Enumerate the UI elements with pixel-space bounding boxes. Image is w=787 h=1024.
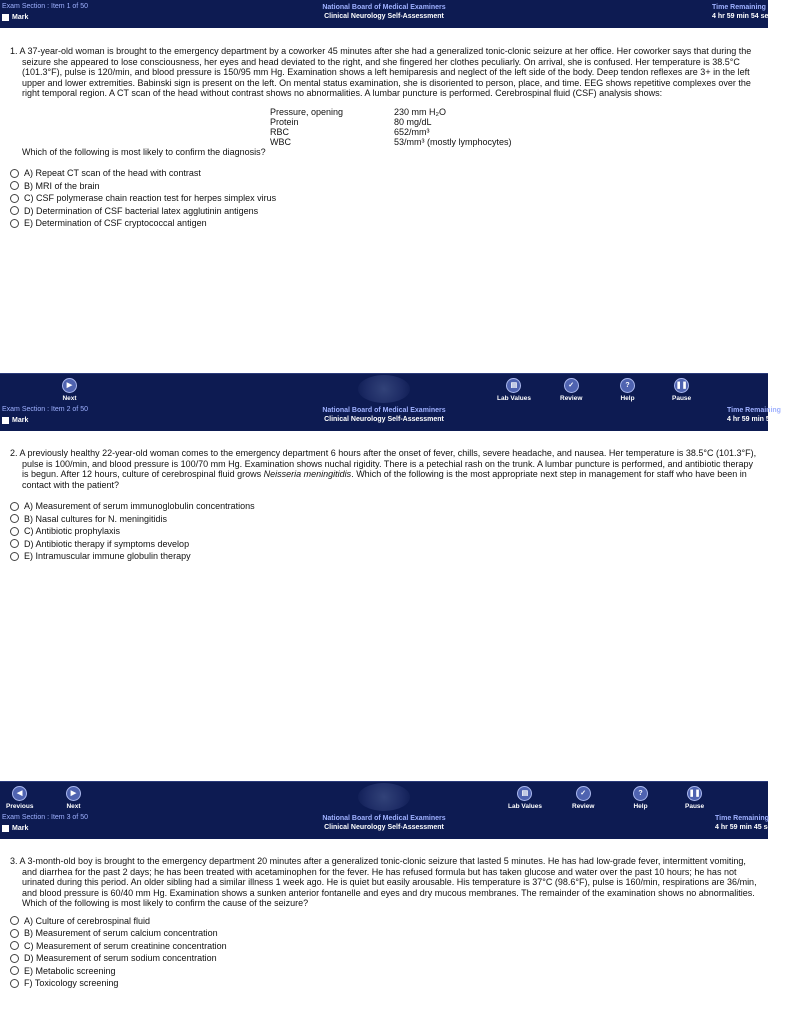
exam-name: Clinical Neurology Self-Assessment — [324, 416, 444, 423]
csf-table — [270, 107, 762, 147]
option-label: B) MRI of the brain — [24, 180, 100, 191]
navigation-bar — [0, 373, 768, 404]
question-2 — [10, 448, 762, 563]
option-label: A) Measurement of serum immunoglobulin concentrations — [24, 501, 255, 511]
option-label: B) Nasal cultures for N. meningitidis — [24, 513, 168, 524]
answer-option[interactable] — [10, 217, 762, 230]
stem-text-end: . Which of the following is the most appropriate next step in management for staff who have been in contact with the patient? — [22, 469, 747, 490]
answer-option[interactable] — [10, 915, 762, 928]
answer-option[interactable] — [10, 500, 762, 513]
radio-icon[interactable] — [10, 206, 19, 215]
org-name: National Board of Medical Examiners — [322, 407, 446, 414]
lab-values-button[interactable]: ▤ Lab Values — [497, 378, 531, 402]
navigation-bar — [0, 781, 768, 812]
time-remaining — [727, 406, 787, 424]
csf-row — [270, 127, 512, 137]
review-button[interactable]: ✓ Review — [572, 786, 594, 810]
org-name: National Board of Medical Examiners — [322, 4, 446, 11]
mark-label: Mark — [12, 825, 29, 832]
stem-text: A 3-month-old boy is brought to the emergency department 20 minutes after a generalized tonic-clonic seizure that lasted 5 minutes. He has had low-grade fever, intermittent vomiting, and diarrhea for the past 2 days; he has been treated with acetaminophen for the fever. He has refused formula but has taken glucose and water over the past 10 hours; he has not urinated during this period. An older sibling had a similar illness 1 week ago. He is quiet but easily arousable. His temperature is 37°C (98.6°F), pulse is 160/min, respirations are 36/min, and blood pressure is 60/40 mm Hg. Examination shows a sunken anterior fontanelle and eyes and dry mucous membranes. The remainder of the examination shows no abnormalities. Which of the following is most likely to confirm the cause of the seizure? — [19, 856, 757, 908]
stem-italic: Neisseria meningitidis — [263, 469, 352, 479]
help-icon: ? — [620, 378, 635, 393]
play-icon: ▶ — [66, 786, 81, 801]
question-number: 2. — [10, 448, 18, 458]
radio-icon[interactable] — [10, 954, 19, 963]
question-prompt: Which of the following is most likely to confirm the diagnosis? — [22, 146, 266, 157]
answer-option[interactable] — [10, 180, 762, 193]
csf-value: 652/mm³ — [394, 126, 430, 137]
help-button[interactable]: ? Help — [633, 786, 648, 810]
answer-option[interactable] — [10, 167, 762, 180]
answer-options — [10, 500, 762, 563]
section-label: Exam Section : Item 2 of 50 — [2, 406, 88, 413]
question-1 — [10, 46, 762, 230]
question-3 — [10, 856, 762, 990]
option-label: E) Determination of CSF cryptococcal antigen — [24, 218, 207, 228]
answer-option[interactable] — [10, 952, 762, 965]
csf-row — [270, 137, 512, 147]
answer-option[interactable] — [10, 965, 762, 978]
exam-title — [0, 3, 773, 21]
next-button[interactable]: ▶ Next — [62, 378, 77, 402]
time-value: 4 hr 59 min 52 sec — [727, 416, 787, 423]
exam-name: Clinical Neurology Self-Assessment — [324, 13, 444, 20]
mark-label: Mark — [12, 14, 29, 21]
previous-button[interactable]: ◀ Previous — [6, 786, 33, 810]
answer-option[interactable] — [10, 513, 762, 526]
csf-label: RBC — [270, 126, 290, 137]
answer-option[interactable] — [10, 205, 762, 218]
csf-value: 80 mg/dL — [394, 116, 432, 127]
lab-icon: ▤ — [506, 378, 521, 393]
question-stem — [10, 856, 762, 909]
help-button[interactable]: ? Help — [620, 378, 635, 402]
csf-row — [270, 117, 512, 127]
question-stem — [10, 46, 762, 99]
time-label: Time Remaining — [712, 4, 766, 11]
question-number: 3. — [10, 856, 18, 866]
exam-name: Clinical Neurology Self-Assessment — [324, 824, 444, 831]
radio-icon[interactable] — [10, 916, 19, 925]
radio-icon[interactable] — [10, 194, 19, 203]
csf-value: 53/mm³ (mostly lymphocytes) — [394, 136, 512, 147]
lab-values-button[interactable]: ▤ Lab Values — [508, 786, 542, 810]
review-button[interactable]: ✓ Review — [560, 378, 582, 402]
answer-option[interactable] — [10, 550, 762, 563]
answer-option[interactable] — [10, 927, 762, 940]
time-label: Time Remaining — [727, 407, 781, 414]
option-label: C) Antibiotic prophylaxis — [24, 526, 121, 536]
time-value: 4 hr 59 min 54 sec — [712, 13, 773, 20]
radio-icon[interactable] — [10, 929, 19, 938]
option-label: A) Repeat CT scan of the head with contrast — [24, 168, 201, 178]
option-label: E) Metabolic screening — [24, 965, 116, 976]
question-number: 1. — [10, 46, 18, 56]
pause-button[interactable]: ❚❚ Pause — [685, 786, 704, 810]
answer-option[interactable] — [10, 525, 762, 538]
exam-title — [0, 814, 776, 832]
csf-label: WBC — [270, 136, 291, 147]
section-label: Exam Section : Item 3 of 50 — [2, 814, 88, 821]
option-label: D) Measurement of serum sodium concentration — [24, 953, 217, 963]
pause-icon: ❚❚ — [674, 378, 689, 393]
answer-option[interactable] — [10, 538, 762, 551]
back-icon: ◀ — [12, 786, 27, 801]
option-label: C) Measurement of serum creatinine concentration — [24, 940, 227, 951]
org-name: National Board of Medical Examiners — [322, 815, 446, 822]
radio-icon[interactable] — [10, 169, 19, 178]
option-label: B) Measurement of serum calcium concentration — [24, 928, 218, 938]
stem-text: A previously healthy 22-year-old woman comes to the emergency department 6 hours after the onset of fever, chills, severe headache, and nausea. Her temperature is 38.5°C (101.3°F), pulse is 100/min, and blood pressure is 100/70 mm Hg. Examination shows nuchal rigidity. There is a petechial rash on the trunk. A lumbar puncture is performed, and antibiotic therapy is begun. After 12 hours, culture of cerebrospinal fluid grows — [19, 448, 757, 479]
csf-row — [270, 107, 512, 117]
pause-icon: ❚❚ — [687, 786, 702, 801]
time-value: 4 hr 59 min 45 sec — [715, 824, 776, 831]
csf-label: Protein — [270, 116, 299, 127]
radio-icon[interactable] — [10, 966, 19, 975]
csf-label: Pressure, opening — [270, 106, 344, 117]
answer-option[interactable] — [10, 192, 762, 205]
question-stem — [10, 448, 762, 490]
item3-header — [0, 811, 776, 839]
time-label: Time Remaining — [715, 815, 769, 822]
exam-title — [0, 406, 787, 424]
section-label: Exam Section : Item 1 of 50 — [2, 3, 88, 10]
pause-button[interactable]: ❚❚ Pause — [672, 378, 691, 402]
radio-icon[interactable] — [10, 181, 19, 190]
item1-header — [0, 0, 773, 28]
option-label: C) CSF polymerase chain reaction test for herpes simplex virus — [24, 193, 277, 203]
radio-icon[interactable] — [10, 514, 19, 523]
item2-header — [0, 403, 787, 431]
nbme-seal-logo — [358, 783, 410, 811]
radio-icon[interactable] — [10, 539, 19, 548]
answer-options — [10, 167, 762, 230]
option-label: D) Antibiotic therapy if symptoms develop — [24, 538, 190, 549]
option-label: E) Intramuscular immune globulin therapy — [24, 551, 191, 561]
radio-icon[interactable] — [10, 502, 19, 511]
answer-option[interactable] — [10, 977, 762, 990]
answer-option[interactable] — [10, 940, 762, 953]
check-icon: ✓ — [576, 786, 591, 801]
next-button[interactable]: ▶ Next — [66, 786, 81, 810]
radio-icon[interactable] — [10, 941, 19, 950]
option-label: F) Toxicology screening — [24, 978, 119, 988]
answer-options — [10, 915, 762, 990]
mark-label: Mark — [12, 417, 29, 424]
option-label: D) Determination of CSF bacterial latex agglutinin antigens — [24, 205, 259, 216]
radio-icon[interactable] — [10, 552, 19, 561]
option-label: A) Culture of cerebrospinal fluid — [24, 915, 151, 926]
nbme-seal-logo — [358, 375, 410, 403]
check-icon: ✓ — [564, 378, 579, 393]
help-icon: ? — [633, 786, 648, 801]
radio-icon[interactable] — [10, 979, 19, 988]
radio-icon[interactable] — [10, 219, 19, 228]
csf-value: 230 mm H₂O — [394, 106, 447, 117]
time-remaining — [715, 814, 776, 832]
radio-icon[interactable] — [10, 527, 19, 536]
lab-icon: ▤ — [517, 786, 532, 801]
time-remaining — [712, 3, 773, 21]
stem-text: A 37-year-old woman is brought to the emergency department by a coworker 45 minutes after she had a generalized tonic-clonic seizure at her office. Her coworker says that during the seizure she appeared to lose consciousness, her eyes and head deviated to the right, and she fingered her clothes peculiarly. On arrival, she is confused. Her temperature is 38.5°C (101.3°F), pulse is 120/min, and blood pressure is 150/95 mm Hg. Examination shows a left hemiparesis and neglect of the left side of the body. Deep tendon reflexes are 3+ in the left upper and lower extremities. Babinski sign is present on the left. On mental status examination, she is disoriented to person, place, and time. EEG shows repetitive complexes over the right temporal region. A CT scan of the head without contrast shows no abnormalities. A lumbar puncture is performed. Cerebrospinal fluid (CSF) analysis shows: — [19, 46, 752, 98]
play-icon: ▶ — [62, 378, 77, 393]
